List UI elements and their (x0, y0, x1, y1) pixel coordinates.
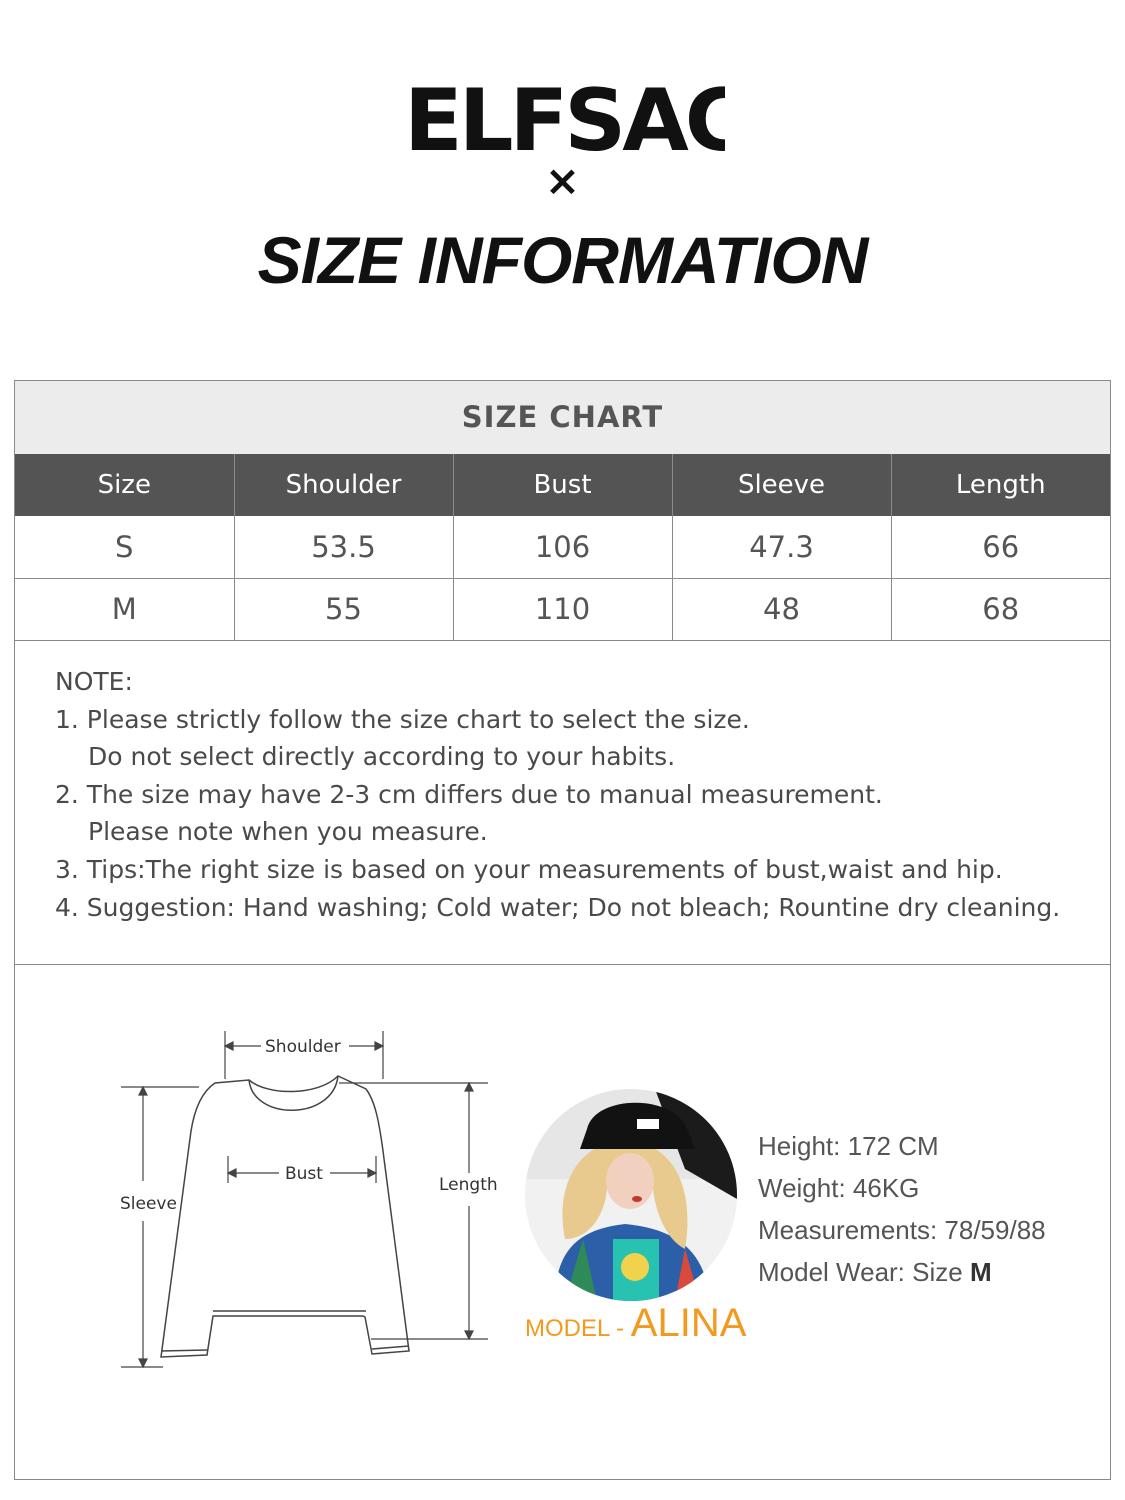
garment-collar (249, 1076, 338, 1110)
brand-logo (400, 50, 725, 165)
size-table (15, 454, 1110, 641)
cell-size: S (15, 516, 234, 578)
measurements-value: 78/59/88 (944, 1215, 1046, 1245)
weight-label: Weight: (758, 1173, 853, 1203)
sleeve-label: Sleeve (120, 1194, 177, 1214)
note-item: 4. Suggestion: Hand washing; Cold water; Do not bleach; Rountine dry cleaning. (55, 892, 1061, 922)
model-weight (758, 1167, 1046, 1209)
table-row (15, 578, 1110, 640)
bust-label: Bust (285, 1164, 323, 1184)
wear-label: Model Wear: Size (758, 1257, 970, 1287)
measurements-label: Measurements: (758, 1215, 945, 1245)
note-item: 2. The size may have 2-3 cm differs due to manual measurement. (55, 779, 883, 809)
table-header-row (15, 454, 1110, 516)
section-divider (15, 964, 1110, 965)
cell-shoulder: 55 (234, 578, 453, 640)
size-chart-title: SIZE CHART (15, 381, 1110, 454)
measurement-diagram (103, 1021, 503, 1381)
notes-section (55, 663, 1105, 926)
wear-value: M (969, 1257, 992, 1287)
collab-times-sign: × (544, 156, 581, 205)
col-header-sleeve: Sleeve (672, 454, 891, 516)
model-stats (758, 1125, 1046, 1293)
size-info-panel (14, 380, 1111, 1480)
col-header-size: Size (15, 454, 234, 516)
brand-logo-text: ELFSAC (404, 71, 725, 165)
model-measurements (758, 1209, 1046, 1251)
cell-length: 66 (891, 516, 1110, 578)
garment-outline (161, 1076, 409, 1357)
col-header-length: Length (891, 454, 1110, 516)
weight-value: 46KG (852, 1173, 920, 1203)
model-height (758, 1125, 1046, 1167)
model-wear (758, 1251, 1046, 1293)
model-name-prefix: MODEL - (525, 1315, 631, 1342)
model-photo (525, 1089, 737, 1301)
model-name (525, 1301, 755, 1346)
cell-bust: 106 (453, 516, 672, 578)
cell-size: M (15, 578, 234, 640)
cell-sleeve: 47.3 (672, 516, 891, 578)
note-item: 3. Tips:The right size is based on your measurements of bust,waist and hip. (55, 854, 1003, 884)
note-item: 1. Please strictly follow the size chart to select the size. (55, 704, 750, 734)
page-title: SIZE INFORMATION (257, 223, 868, 297)
notes-heading: NOTE: (55, 667, 133, 696)
height-value: 172 CM (847, 1131, 939, 1161)
col-header-bust: Bust (453, 454, 672, 516)
note-item: Do not select directly according to your habits. (88, 742, 676, 772)
col-header-shoulder: Shoulder (234, 454, 453, 516)
cell-bust: 110 (453, 578, 672, 640)
cell-shoulder: 53.5 (234, 516, 453, 578)
height-label: Height: (758, 1131, 848, 1161)
model-first-name: ALINA (630, 1301, 747, 1345)
note-item: Please note when you measure. (88, 817, 488, 847)
table-row (15, 516, 1110, 578)
shoulder-label: Shoulder (265, 1037, 341, 1057)
cell-length: 68 (891, 578, 1110, 640)
cell-sleeve: 48 (672, 578, 891, 640)
length-label: Length (439, 1175, 498, 1195)
